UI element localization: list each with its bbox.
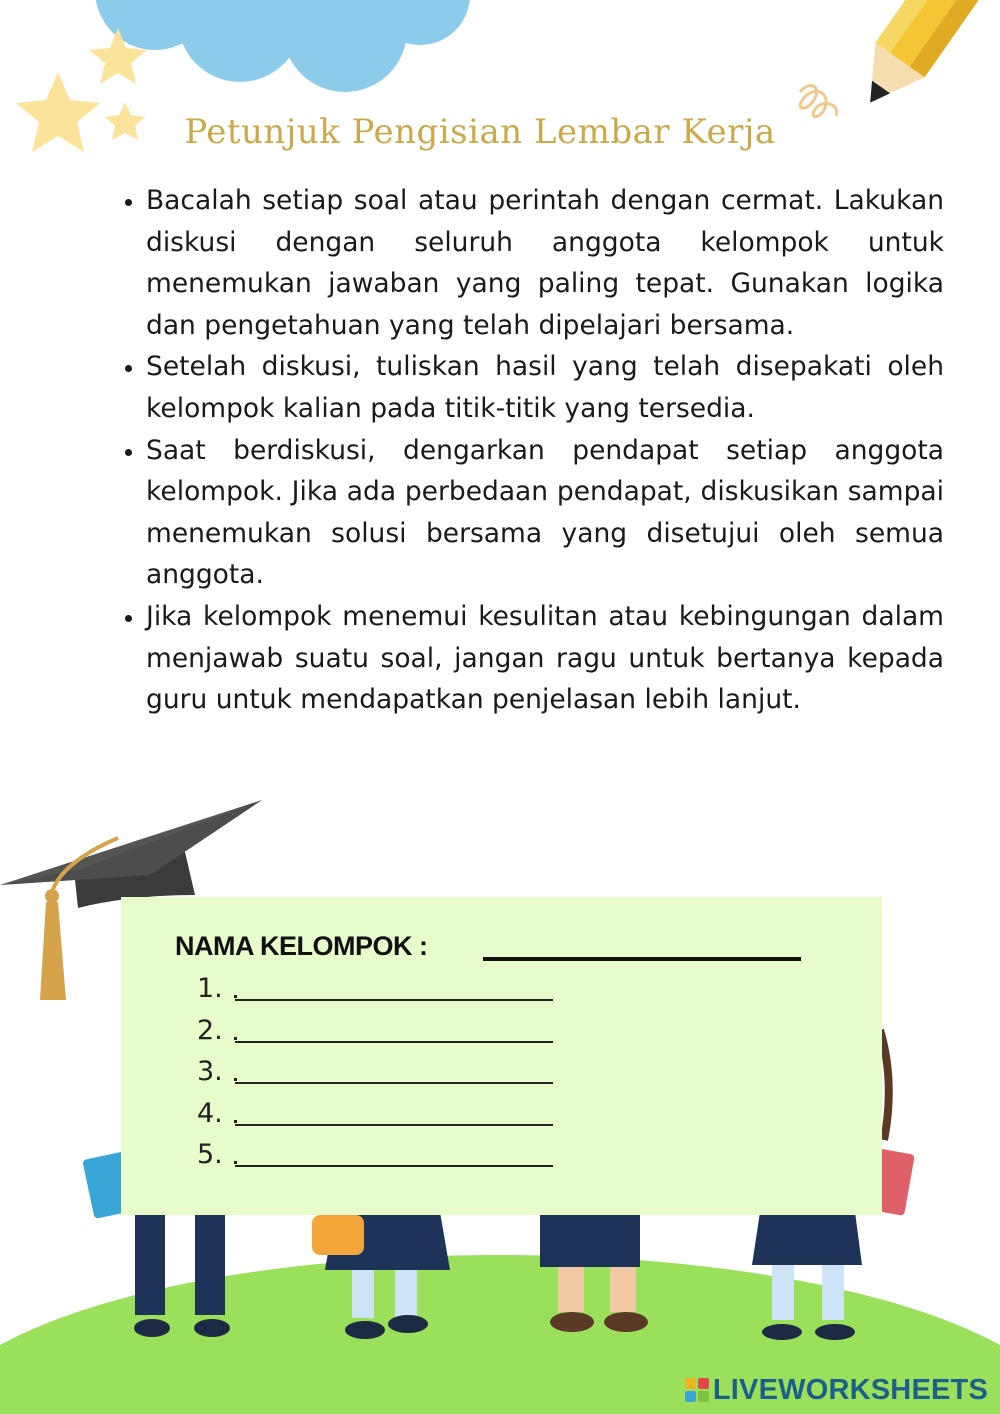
member-list — [197, 971, 617, 1179]
member-row — [197, 1013, 617, 1055]
page-title: Petunjuk Pengisian Lembar Kerja — [184, 112, 776, 152]
member-name-field[interactable] — [235, 1124, 553, 1126]
instruction-item: • Jika kelompok menemui kesulitan atau kebingungan dalam menjawab suatu soal, jangan ragu untuk bertanya kepada guru untuk mendapatkan penjelasan lebih lanjut. — [146, 596, 944, 721]
member-name-field[interactable] — [235, 1041, 553, 1043]
member-row — [197, 1054, 617, 1096]
group-name-label: NAMA KELOMPOK : — [175, 931, 428, 961]
member-number: 1. — [197, 973, 223, 1004]
cloud-icon — [95, 0, 470, 92]
member-number: 5. — [197, 1139, 223, 1170]
instruction-item: • Bacalah setiap soal atau perintah dengan cermat. Lakukan diskusi dengan seluruh anggota kelompok untuk menemukan jawaban yang paling tepat. Gunakan logika dan pengetahuan yang telah dipelajari bersama. — [146, 180, 944, 346]
pencil-icon — [846, 0, 994, 120]
member-name-field[interactable] — [235, 1082, 553, 1084]
group-form-panel — [121, 897, 882, 1215]
member-dot — [234, 1078, 237, 1081]
member-row — [197, 1096, 617, 1138]
member-row — [197, 1137, 617, 1179]
brand-name: LIVEWORKSHEETS — [712, 1373, 988, 1406]
member-number: 2. — [197, 1014, 223, 1046]
group-name-field[interactable] — [483, 957, 801, 961]
member-dot — [234, 1037, 237, 1040]
member-number: 4. — [197, 1097, 223, 1129]
liveworksheets-logo[interactable] — [685, 1373, 988, 1407]
member-dot — [234, 995, 237, 998]
member-row — [197, 971, 617, 1013]
instruction-item: • Setelah diskusi, tuliskan hasil yang telah disepakati oleh kelompok kalian pada titik-titik yang tersedia. — [146, 346, 944, 429]
member-name-field[interactable] — [235, 999, 553, 1001]
liveworksheets-icon — [685, 1378, 709, 1402]
member-dot — [234, 1120, 237, 1123]
instruction-list — [108, 180, 944, 721]
member-number: 3. — [197, 1056, 223, 1087]
member-name-field[interactable] — [235, 1165, 553, 1167]
member-dot — [234, 1161, 237, 1164]
instruction-item: • Saat berdiskusi, dengarkan pendapat setiap anggota kelompok. Jika ada perbedaan pendapat, diskusikan sampai menemukan solusi bersama yang disetujui oleh semua anggota. — [146, 430, 944, 596]
